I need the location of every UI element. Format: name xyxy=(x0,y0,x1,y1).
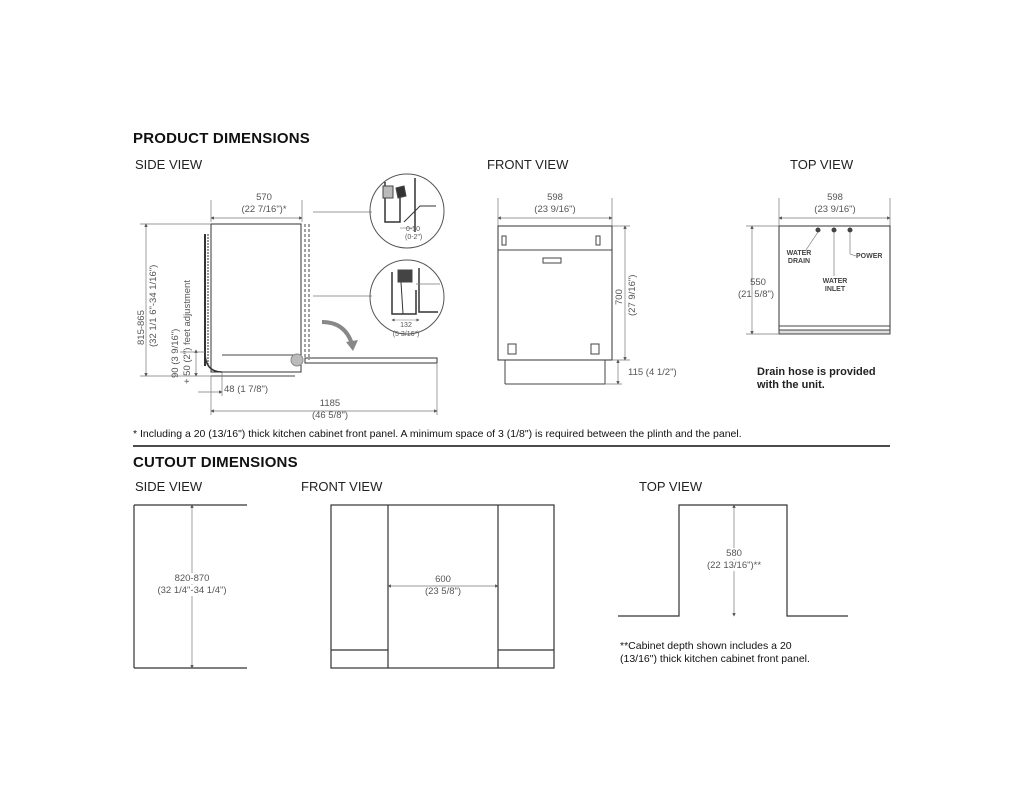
cutout-width-value: 600 xyxy=(423,574,463,585)
top-view-label: TOP VIEW xyxy=(790,157,854,172)
cutout-dimensions-title: CUTOUT DIMENSIONS xyxy=(133,454,298,471)
front-width-inches: (23 9/16") xyxy=(534,204,576,215)
side-feet-adjustment: + 50 (2") feet adjustment xyxy=(182,280,193,384)
product-dimensions-title: PRODUCT DIMENSIONS xyxy=(133,130,310,147)
side-toe-dimension: 48 (1 7/8") xyxy=(224,384,269,395)
detail-bottom-value: 132 xyxy=(400,322,412,329)
side-total-value: 1185 xyxy=(319,398,341,409)
cutout-width-inches: (23 5/8") xyxy=(424,586,462,597)
cutout-top-view-label: TOP VIEW xyxy=(639,479,703,494)
cabinet-depth-note: **Cabinet depth shown includes a 20 (13/16") thick kitchen cabinet front panel. xyxy=(620,640,810,665)
front-view-label: FRONT VIEW xyxy=(487,157,569,172)
cutout-depth-inches: (22 13/16")** xyxy=(700,560,768,571)
detail-bottom-inches: (5 3/16") xyxy=(392,331,420,338)
cutout-front-view-label: FRONT VIEW xyxy=(301,479,383,494)
power-label: POWER xyxy=(856,253,883,260)
top-depth-inches: (21 5/8") xyxy=(737,289,775,300)
side-height-value: 815-865 xyxy=(136,310,147,345)
front-view-drawing xyxy=(498,198,630,384)
side-depth-value: 570 xyxy=(256,192,272,203)
top-width-inches: (23 9/16") xyxy=(814,204,856,215)
side-total-inches: (46 5/8") xyxy=(311,410,349,421)
side-feet-value: 90 (3 9/16") xyxy=(170,328,181,378)
front-height-inches: (27 9/16") xyxy=(627,274,638,316)
side-height-inches: (32 1/1 6"-34 1/16") xyxy=(148,264,159,347)
cutout-height-value: 820-870 xyxy=(152,573,232,584)
side-view-label: SIDE VIEW xyxy=(135,157,203,172)
detail-top-value: 0-50 xyxy=(406,226,421,233)
cutout-depth-value: 580 xyxy=(714,548,754,559)
cutout-side-view-label: SIDE VIEW xyxy=(135,479,203,494)
water-inlet-label: WATER INLET xyxy=(822,278,848,293)
cutout-height-inches: (32 1/4"-34 1/4") xyxy=(138,585,246,596)
top-width-value: 598 xyxy=(827,192,843,203)
side-depth-inches: (22 7/16")* xyxy=(241,204,287,215)
product-footnote: * Including a 20 (13/16") thick kitchen cabinet front panel. A minimum space of 3 (1/8") is required between the plinth and the panel. xyxy=(133,428,742,440)
top-view-drawing xyxy=(746,198,890,334)
detail-top-inches: (0-2") xyxy=(405,234,423,241)
top-depth-value: 550 xyxy=(750,277,766,288)
water-drain-label: WATER DRAIN xyxy=(786,250,812,265)
front-width-value: 598 xyxy=(547,192,563,203)
front-plinth-dimension: 115 (4 1/2") xyxy=(628,367,677,378)
front-height-value: 700 xyxy=(614,289,625,305)
drain-hose-note: Drain hose is provided with the unit. xyxy=(757,366,876,391)
